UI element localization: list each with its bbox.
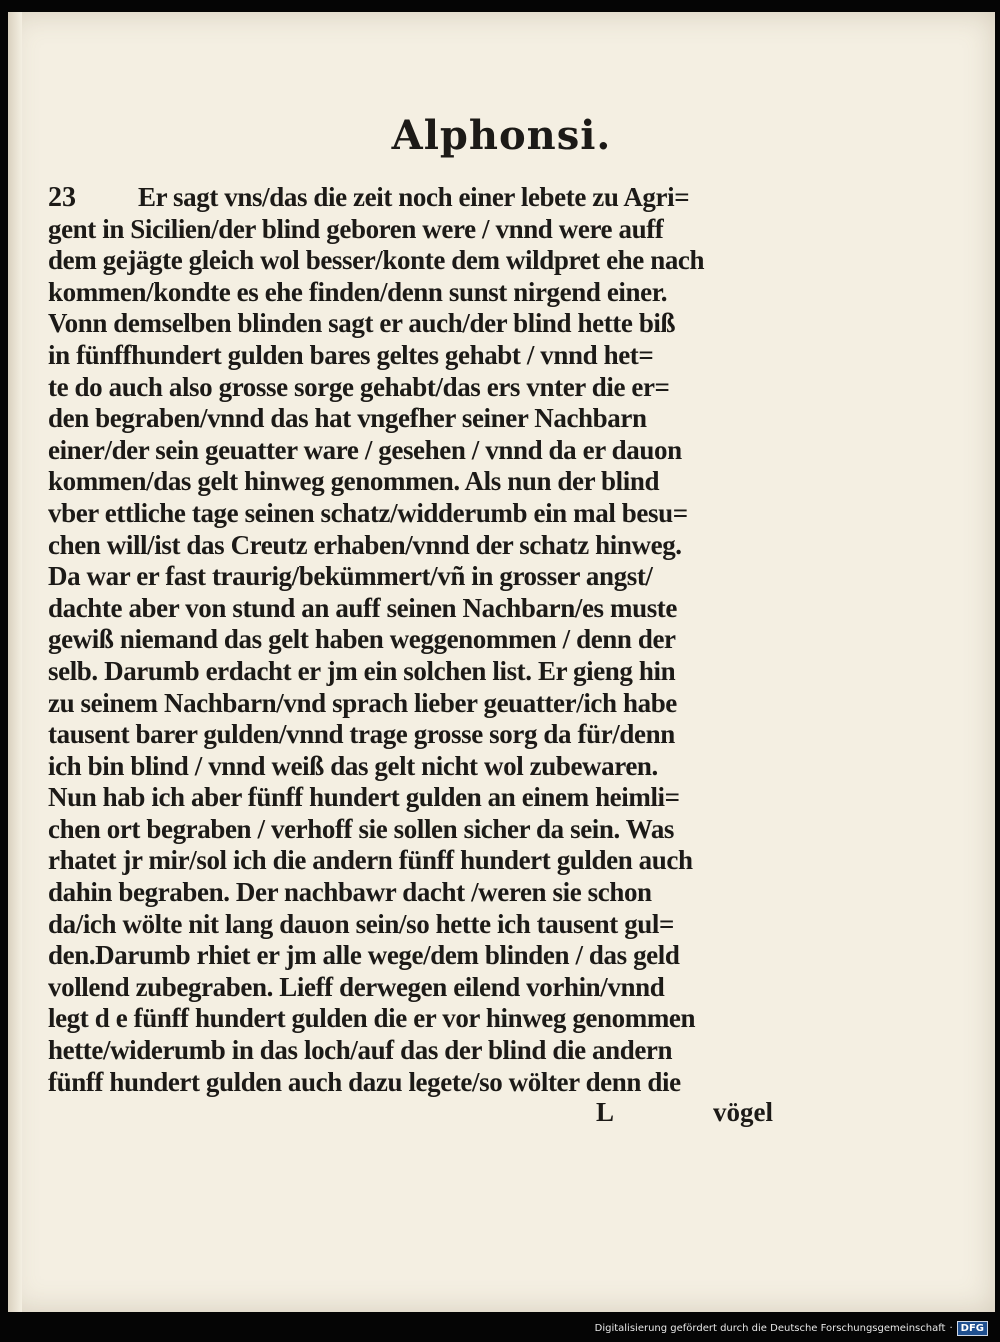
text-line: gent in Sicilien/der blind geboren were / vnnd were auff [48, 213, 664, 244]
text-line: Er sagt vns/das die zeit noch einer lebete zu Agri= [138, 182, 690, 212]
text-line: Vonn demselben blinden sagt er auch/der blind hette biß [48, 308, 676, 339]
folio-number: 23 [48, 182, 76, 213]
text-line: den.Darumb rhiet er jm alle wege/dem blinden / das geld [48, 940, 680, 971]
dfg-logo-icon[interactable]: DFG [957, 1321, 988, 1336]
text-line: kommen/kondte es ehe finden/denn sunst nirgend einer. [48, 276, 668, 307]
text-line: in fünffhundert gulden bares geltes gehabt / vnnd het= [48, 339, 654, 370]
dfg-credit-bar [595, 1318, 988, 1338]
text-line: da/ich wölte nit lang dauon sein/so hette ich tausent gul= [48, 908, 675, 939]
text-line: tausent barer gulden/vnnd trage grosse sorg da für/denn [48, 719, 675, 750]
text-line: dahin begraben. Der nachbawr dacht /weren sie schon [48, 877, 652, 908]
text-line: zu seinem Nachbarn/vnd sprach lieber geuatter/ich habe [48, 687, 677, 718]
page-footer-line [48, 1097, 773, 1131]
text-line: kommen/das gelt hinweg genommen. Als nun der blind [48, 466, 660, 497]
body-text [48, 182, 778, 1098]
book-page [8, 12, 995, 1312]
text-line: den begraben/vnnd das hat vngefher seiner Nachbarn [48, 403, 647, 434]
separator-dot: · [949, 1322, 953, 1334]
text-line: dachte aber von stund an auff seinen Nachbarn/es muste [48, 592, 677, 623]
text-line: legt d e fünff hundert gulden die er vor hinweg genommen [48, 1003, 696, 1034]
text-line: dem gejägte gleich wol besser/konte dem wildpret ehe nach [48, 245, 705, 276]
text-line: ich bin blind / vnnd weiß das gelt nicht wol zubewaren. [48, 750, 658, 781]
text-line: fünff hundert gulden auch dazu legete/so wölter denn die [48, 1066, 681, 1097]
text-line: vollend zubegraben. Lieff derwegen eilend vorhin/vnnd [48, 971, 665, 1002]
text-line: chen will/ist das Creutz erhaben/vnnd der schatz hinweg. [48, 529, 682, 560]
catchword: vögel [713, 1097, 773, 1127]
text-line: Nun hab ich aber fünff hundert gulden an einem heimli= [48, 782, 680, 813]
text-line: hette/widerumb in das loch/auf das der blind die andern [48, 1035, 673, 1066]
text-line: rhatet jr mir/sol ich die andern fünff hundert gulden auch [48, 845, 693, 876]
text-line: gewiß niemand das gelt haben weggenommen / denn der [48, 624, 676, 655]
dfg-credit-text: Digitalisierung gefördert durch die Deutsche Forschungsgemeinschaft [594, 1322, 946, 1334]
text-line: Da war er fast traurig/bekümmert/vñ in grosser angst/ [48, 561, 653, 592]
text-line: chen ort begraben / verhoff sie sollen sicher da sein. Was [48, 813, 675, 844]
running-header: Alphonsi. [391, 112, 612, 159]
text-line: einer/der sein geuatter ware / gesehen / vnnd da er dauon [48, 434, 682, 465]
text-line: selb. Darumb erdacht er jm ein solchen list. Er gieng hin [48, 655, 676, 686]
signature-mark: L [596, 1097, 615, 1127]
text-line: te do auch also grosse sorge gehabt/das ers vnter die er= [48, 371, 670, 402]
text-line: vber ettliche tage seinen schatz/widderumb ein mal besu= [48, 497, 688, 528]
